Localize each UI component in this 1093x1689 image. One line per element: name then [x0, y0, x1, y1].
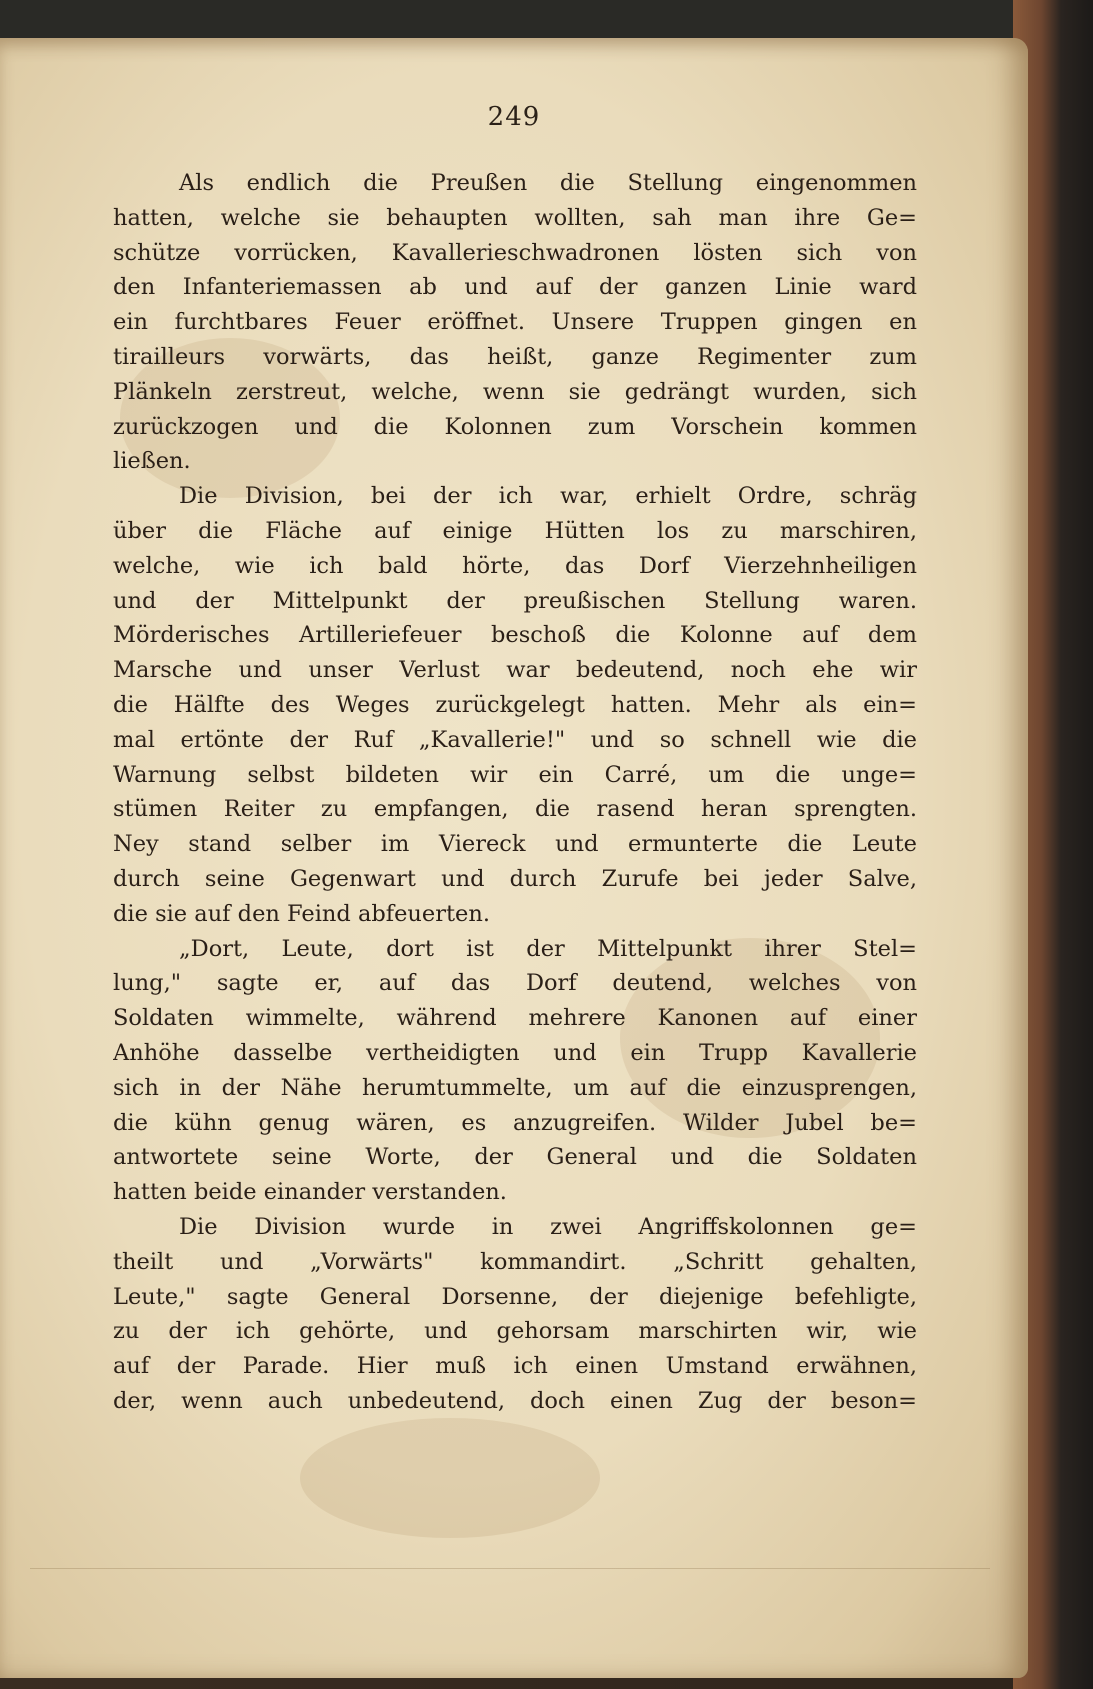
- body-text: [113, 166, 917, 1419]
- text-line: Anhöhe dasselbe vertheidigten und ein Trupp Kavallerie: [113, 1039, 917, 1066]
- paper-stain: [300, 1418, 600, 1538]
- text-line: Die Division, bei der ich war, erhielt Ordre, schräg: [179, 483, 917, 510]
- text-line: schütze vorrücken, Kavallerieschwadronen lösten sich von: [113, 239, 917, 266]
- text-line: welche, wie ich bald hörte, das Dorf Vierzehnheiligen: [113, 552, 917, 579]
- text-line: tirailleurs vorwärts, das heißt, ganze Regimenter zum: [113, 343, 917, 370]
- text-line: „Dort, Leute, dort ist der Mittelpunkt ihrer Stel=: [179, 935, 917, 962]
- text-line: ein furchtbares Feuer eröffnet. Unsere Truppen gingen en: [113, 309, 917, 336]
- text-line: Die Division wurde in zwei Angriffskolonnen ge=: [179, 1213, 917, 1240]
- text-line: zu der ich gehörte, und gehorsam marschirten wir, wie: [113, 1318, 917, 1345]
- top-dark-band: [0, 0, 1093, 42]
- text-line: Leute," sagte General Dorsenne, der diejenige befehligte,: [113, 1283, 917, 1310]
- text-line: und der Mittelpunkt der preußischen Stellung waren.: [113, 587, 917, 614]
- text-line: theilt und „Vorwärts" kommandirt. „Schritt gehalten,: [113, 1248, 917, 1275]
- text-line: auf der Parade. Hier muß ich einen Umstand erwähnen,: [113, 1353, 917, 1380]
- text-line: Ney stand selber im Viereck und ermunterte die Leute: [113, 831, 917, 858]
- text-line: Warnung selbst bildeten wir ein Carré, um die unge=: [113, 761, 917, 788]
- text-line: die sie auf den Feind abfeuerten.: [113, 900, 490, 927]
- text-line: hatten, welche sie behaupten wollten, sah man ihre Ge=: [113, 204, 917, 231]
- text-line: Als endlich die Preußen die Stellung eingenommen: [179, 170, 917, 196]
- bottom-margin-rule: [30, 1568, 990, 1569]
- text-line: lung," sagte er, auf das Dorf deutend, welches von: [113, 970, 917, 997]
- text-line: hatten beide einander verstanden.: [113, 1179, 507, 1206]
- text-line: sich in der Nähe herumtummelte, um auf die einzusprengen,: [113, 1074, 917, 1101]
- text-line: die kühn genug wären, es anzugreifen. Wilder Jubel be=: [113, 1109, 917, 1136]
- text-line: mal ertönte der Ruf „Kavallerie!" und so schnell wie die: [113, 726, 917, 753]
- text-line: Marsche und unser Verlust war bedeutend, noch ehe wir: [113, 657, 917, 684]
- text-line: der, wenn auch unbedeutend, doch einen Zug der beson=: [113, 1387, 917, 1414]
- text-line: ließen.: [113, 448, 191, 475]
- text-line: antwortete seine Worte, der General und die Soldaten: [113, 1144, 917, 1171]
- text-line: stümen Reiter zu empfangen, die rasend heran sprengten.: [113, 796, 917, 823]
- page-number: 249: [487, 102, 541, 132]
- text-line: Soldaten wimmelte, während mehrere Kanonen auf einer: [113, 1005, 917, 1032]
- text-line: Plänkeln zerstreut, welche, wenn sie gedrängt wurden, sich: [113, 378, 917, 405]
- book-page: [0, 38, 1028, 1678]
- text-line: durch seine Gegenwart und durch Zurufe bei jeder Salve,: [113, 865, 917, 892]
- text-line: den Infanteriemassen ab und auf der ganzen Linie ward: [113, 274, 917, 301]
- text-line: Mörderisches Artilleriefeuer beschoß die Kolonne auf dem: [113, 622, 917, 649]
- text-line: die Hälfte des Weges zurückgelegt hatten. Mehr als ein=: [113, 691, 917, 718]
- text-line: über die Fläche auf einige Hütten los zu marschiren,: [113, 517, 917, 544]
- text-line: zurückzogen und die Kolonnen zum Vorschein kommen: [113, 413, 917, 440]
